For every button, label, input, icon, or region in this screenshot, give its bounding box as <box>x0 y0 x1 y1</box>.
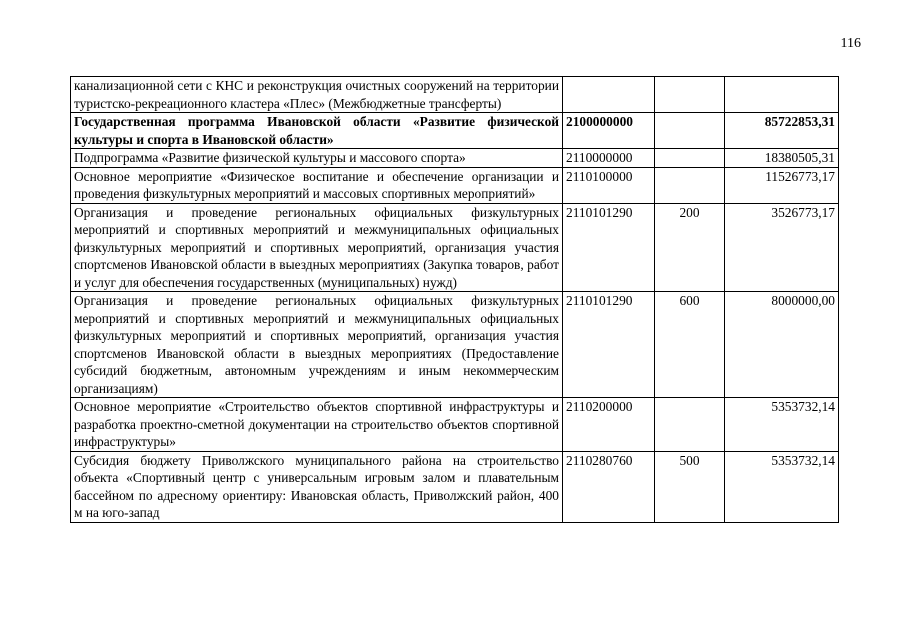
row-sum: 85722853,31 <box>725 113 839 149</box>
row-name: Подпрограмма «Развитие физической культуры и массового спорта» <box>71 149 563 168</box>
row-sum: 8000000,00 <box>725 292 839 398</box>
row-type <box>655 149 725 168</box>
table-row <box>71 113 839 149</box>
table-row <box>71 77 839 113</box>
table-row <box>71 451 839 522</box>
row-type <box>655 113 725 149</box>
table-row <box>71 398 839 452</box>
row-sum: 18380505,31 <box>725 149 839 168</box>
row-type: 500 <box>655 451 725 522</box>
row-code <box>563 77 655 113</box>
row-sum: 5353732,14 <box>725 451 839 522</box>
row-code: 2110000000 <box>563 149 655 168</box>
budget-table <box>70 76 839 523</box>
row-type <box>655 77 725 113</box>
row-sum: 5353732,14 <box>725 398 839 452</box>
row-code: 2110200000 <box>563 398 655 452</box>
row-code: 2110280760 <box>563 451 655 522</box>
row-name: Организация и проведение региональных официальных физкультурных мероприятий и спортивных мероприятий и межмуниципальных официальных физкультурных мероприятий и спортивных мероприятий, организация участия спортсменов Ивановской области в выездных мероприятиях (Закупка товаров, работ и услуг для обеспечения государственных (муниципальных) нужд) <box>71 203 563 292</box>
table-row <box>71 167 839 203</box>
row-name: Государственная программа Ивановской области «Развитие физической культуры и спорта в Ивановской области» <box>71 113 563 149</box>
row-name: канализационной сети с КНС и реконструкция очистных сооружений на территории туристско-рекреационного кластера «Плес» (Межбюджетные трансферты) <box>71 77 563 113</box>
table-row <box>71 292 839 398</box>
row-name: Организация и проведение региональных официальных физкультурных мероприятий и спортивных мероприятий и межмуниципальных официальных физкультурных мероприятий и спортивных мероприятий, организация участия спортсменов Ивановской области в выездных мероприятиях (Предоставление субсидий бюджетным, автономным учреждениям и иным некоммерческим организациям) <box>71 292 563 398</box>
row-type: 200 <box>655 203 725 292</box>
row-type: 600 <box>655 292 725 398</box>
table-row <box>71 149 839 168</box>
row-sum: 11526773,17 <box>725 167 839 203</box>
row-type <box>655 398 725 452</box>
row-type <box>655 167 725 203</box>
page-number: 116 <box>840 36 861 51</box>
row-code: 2100000000 <box>563 113 655 149</box>
row-code: 2110100000 <box>563 167 655 203</box>
row-code: 2110101290 <box>563 203 655 292</box>
row-sum: 3526773,17 <box>725 203 839 292</box>
table-row <box>71 203 839 292</box>
row-name: Основное мероприятие «Строительство объектов спортивной инфраструктуры и разработка проектно-сметной документации на строительство объектов спортивной инфраструктуры» <box>71 398 563 452</box>
row-sum <box>725 77 839 113</box>
row-name: Основное мероприятие «Физическое воспитание и обеспечение организации и проведения физкультурных мероприятий и массовых спортивных мероприятий» <box>71 167 563 203</box>
row-name: Субсидия бюджету Приволжского муниципального района на строительство объекта «Спортивный центр с универсальным игровым залом и плавательным бассейном по адресному ориентиру: Ивановская область, Приволжский район, 400 м на юго-запад <box>71 451 563 522</box>
row-code: 2110101290 <box>563 292 655 398</box>
